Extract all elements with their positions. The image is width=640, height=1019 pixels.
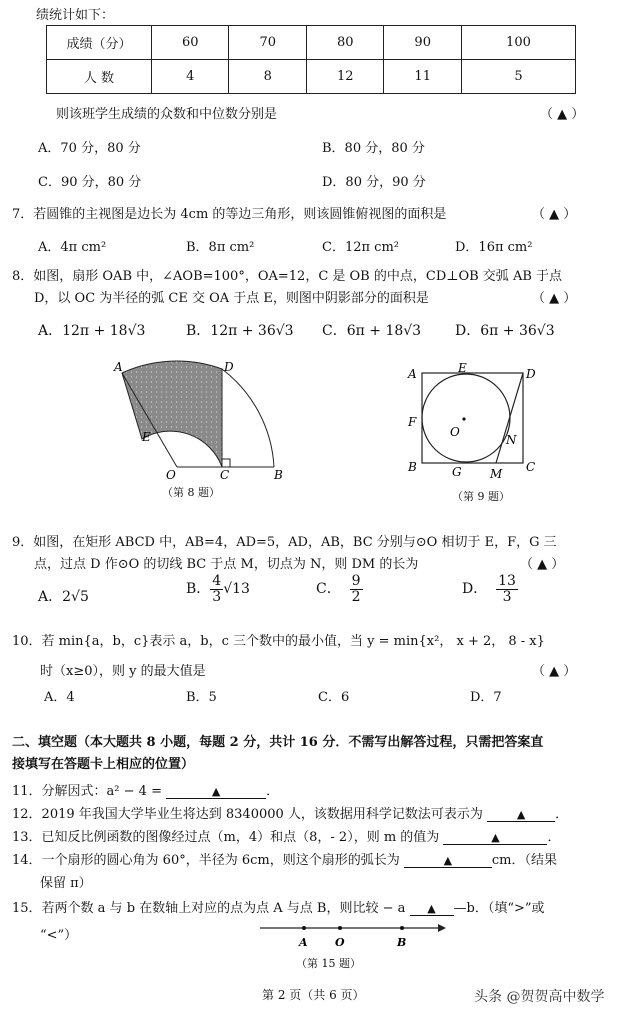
point-b (400, 926, 404, 930)
q11-text: 11．分解因式：a² − 4 = (12, 784, 162, 799)
q12-text: 12．2019 年我国大学毕业生将达到 8340000 人，该数据用科学记数法可表示为 (12, 807, 483, 822)
label-e: E (142, 430, 151, 444)
q10-option-a: A．4 (44, 690, 75, 705)
q13-answer-blank: ▲ (443, 831, 547, 845)
watermark: 头条 @贺贺高中数学 (474, 989, 605, 1005)
figure-8 (100, 355, 300, 505)
page-number: 第 2 页（共 6 页） (262, 988, 365, 1002)
q7-answer-mark: （ ▲ ） (532, 207, 577, 222)
q6-option-c: C．90 分，80 分 (38, 175, 142, 190)
q9-c-numerator: 9 (351, 573, 361, 589)
q8-option-c: C．6π + 18√3 (322, 323, 422, 339)
q12-answer-blank: ▲ (487, 808, 555, 822)
q9-option-d (462, 574, 518, 604)
q10-option-d: D．7 (470, 690, 502, 705)
table-cell: 90 (384, 26, 461, 60)
section2-heading-line2: 接填写在答题卡上相应的位置） (12, 757, 195, 772)
q12-tail: ． (555, 807, 569, 822)
label-b: B (274, 468, 283, 482)
q9-d-denominator: 3 (502, 588, 512, 605)
q9-d-numerator: 13 (498, 573, 516, 589)
q6-answer-mark: （ ▲ ） (540, 107, 585, 122)
q9-line2: 点，过点 D 作⊙O 的切线 BC 于点 M，切点为 N，则 DM 的长为 (34, 557, 419, 572)
intro-text: 绩统计如下： (36, 8, 115, 23)
q6-option-b: B．80 分，80 分 (322, 141, 425, 156)
q14-line2: 保留 π） (40, 876, 92, 891)
label-d: D (526, 367, 536, 381)
q9-b-numerator: 4 (212, 573, 222, 589)
q6-option-d: D．80 分，90 分 (322, 175, 426, 190)
label-a: A (408, 367, 417, 381)
table-cell: 80 (306, 26, 383, 60)
q9-option-c (316, 574, 363, 604)
label-o: O (335, 936, 345, 949)
table-cell: 70 (229, 26, 306, 60)
q12 (12, 803, 568, 822)
q15-text: 15．若两个数 a 与 b 在数轴上对应的点为点 A 与点 B，则比较 − a (12, 901, 406, 916)
q13-tail: ． (547, 830, 561, 845)
q7-option-c: C．12π cm² (322, 240, 399, 255)
q6-text: 则该班学生成绩的众数和中位数分别是 (56, 107, 278, 122)
q13-text: 13．已知反比例函数的图像经过点（m，4）和点（8，- 2），则 m 的值为 (12, 830, 440, 845)
q10-option-b: B．5 (186, 690, 217, 705)
figure-9 (400, 360, 550, 485)
q9-answer-mark: （ ▲ ） (520, 557, 565, 572)
q7-option-d: D．16π cm² (455, 240, 533, 255)
q11-tail: ． (266, 784, 280, 799)
q14 (12, 849, 557, 868)
table-cell: 100 (461, 26, 575, 60)
q15 (12, 897, 545, 916)
tangent-dm (496, 373, 523, 463)
label-n: N (506, 433, 517, 447)
q11 (12, 780, 279, 799)
q6-option-a: A．70 分，80 分 (38, 141, 141, 156)
q9-option-a: A．2√5 (38, 589, 89, 605)
q8-line1: 8．如图，扇形 OAB 中，∠AOB=100°，OA=12，C 是 OB 的中点，CD⊥OB 交弧 AB 于点 (12, 269, 563, 284)
right-angle-mark (222, 459, 230, 467)
table-row (47, 26, 576, 60)
q8-option-d: D．6π + 36√3 (455, 323, 555, 339)
q9-b-tail: √13 (223, 581, 250, 598)
q9-option-d-label: D． (462, 581, 488, 598)
label-a: A (299, 936, 308, 949)
arc-ab (222, 369, 274, 467)
q7-text: 7．若圆锥的主视图是边长为 4cm 的等边三角形，则该圆锥俯视图的面积是 (12, 207, 447, 222)
table-header-cell: 人 数 (47, 60, 152, 94)
q14-answer-blank: ▲ (404, 854, 492, 868)
section2-heading-line1: 二、填空题（本大题共 8 小题，每题 2 分，共计 16 分．不需写出解答过程，只需把答案直 (12, 735, 544, 750)
q14-tail: cm．（结果 (491, 853, 557, 868)
table-cell: 8 (229, 60, 306, 94)
q15-line2: “<”） (40, 928, 78, 943)
q9-option-b-label: B． (186, 581, 211, 598)
center-dot (462, 417, 465, 420)
q8-line2: D，以 OC 为半径的弧 CE 交 OA 于点 E，则图中阴影部分的面积是 (34, 291, 429, 306)
point-o (338, 926, 342, 930)
arrow-head-icon (438, 924, 446, 932)
figure-15 (250, 918, 450, 954)
table-cell: 11 (384, 60, 461, 94)
q10-option-c: C．6 (318, 690, 350, 705)
label-a: A (114, 360, 123, 374)
label-o: O (450, 425, 460, 439)
fig8-caption: （第 8 题） (162, 486, 220, 499)
q7-option-b: B．8π cm² (186, 240, 255, 255)
q8-option-b: B．12π + 36√3 (186, 323, 294, 339)
label-e: E (458, 361, 467, 375)
table-header-cell: 成绩（分） (47, 26, 152, 60)
label-c: C (220, 468, 230, 482)
label-c: C (526, 460, 536, 474)
q14-text: 14．一个扇形的圆心角为 60°，半径为 6cm，则这个扇形的弧长为 (12, 853, 400, 868)
q8-answer-mark: （ ▲ ） (532, 291, 577, 306)
q10-line1: 10．若 min{a，b，c}表示 a，b，c 三个数中的最小值，当 y = min{x²， x + 2， 8 - x} (12, 634, 545, 649)
q7-option-a: A．4π cm² (38, 240, 107, 255)
label-m: M (490, 467, 503, 481)
label-f: F (408, 415, 417, 429)
label-o: O (166, 468, 176, 482)
rectangle-abcd (422, 373, 523, 463)
q9-c-denominator: 2 (351, 588, 361, 605)
table-cell: 5 (461, 60, 575, 94)
table-cell: 60 (152, 26, 229, 60)
table-cell: 4 (152, 60, 229, 94)
label-g: G (452, 465, 462, 479)
fig9-caption: （第 9 题） (452, 490, 510, 503)
table-cell: 12 (306, 60, 383, 94)
score-table (46, 25, 576, 94)
label-d: D (224, 360, 234, 374)
q8-option-a: A．12π + 18√3 (38, 323, 146, 339)
circle-o (422, 374, 510, 462)
label-b: B (397, 936, 407, 949)
point-a (302, 926, 306, 930)
q9-line1: 9．如图，在矩形 ABCD 中，AB=4，AD=5，AD，AB，BC 分别与⊙O 相切于 E，F，G 三 (12, 535, 557, 550)
fig15-caption: （第 15 题） (296, 957, 361, 970)
table-row (47, 60, 576, 94)
q15-tail: —b．（填“>”或 (453, 901, 545, 916)
q15-answer-blank: ▲ (410, 902, 454, 916)
q9-option-c-label: C． (316, 581, 341, 598)
q11-answer-blank: ▲ (166, 785, 266, 799)
q10-answer-mark: （ ▲ ） (532, 664, 577, 679)
shaded-region (122, 361, 222, 467)
q9-option-b (186, 574, 250, 604)
q13 (12, 826, 560, 845)
label-b: B (408, 460, 417, 474)
q10-line2: 时（x≥0），则 y 的最大值是 (40, 664, 206, 679)
q9-b-denominator: 3 (212, 588, 222, 605)
